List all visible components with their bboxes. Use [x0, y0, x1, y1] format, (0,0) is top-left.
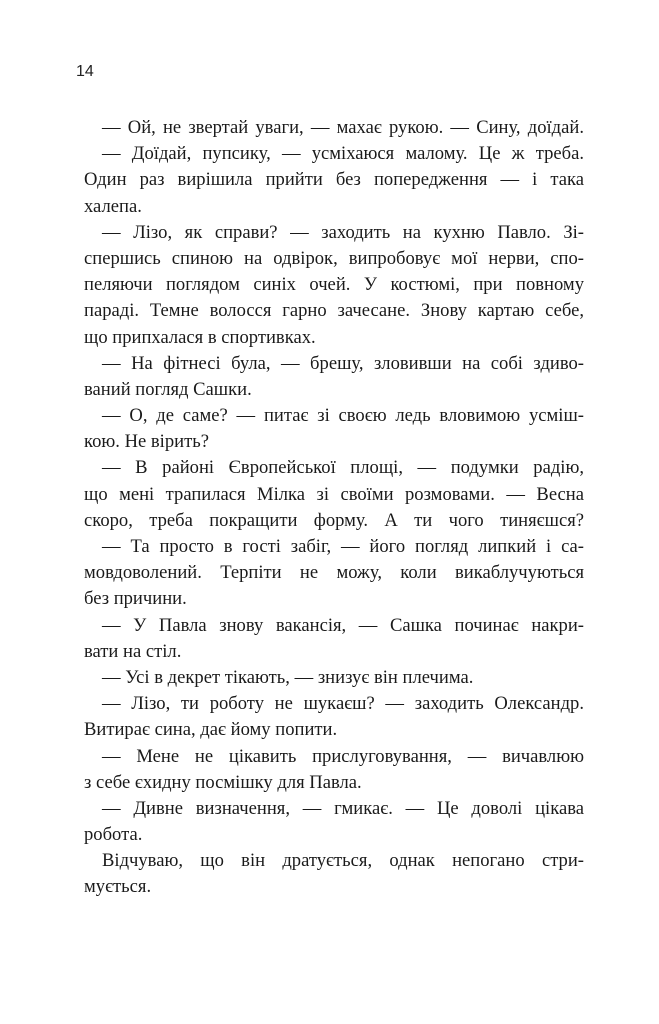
- text-line: — В районі Європейської площі, — подумки радію,: [102, 457, 584, 479]
- text-line: що мені трапилася Мілка зі своїми розмовами. — Весна: [84, 483, 584, 505]
- text-line: робота.: [84, 824, 143, 846]
- text-line: Витирає сина, дає йому попити.: [84, 719, 338, 741]
- text-line: — Лізо, ти роботу не шукаєш? — заходить Олександр.: [102, 693, 584, 715]
- text-line: Відчуваю, що він дратується, однак непогано стри-: [102, 850, 584, 872]
- text-line: вати на стіл.: [84, 640, 182, 662]
- text-line: — На фітнесі була, — брешу, зловивши на собі здиво-: [102, 352, 584, 374]
- text-line: спершись спиною на одвірок, випробовує мої нерви, спо-: [84, 247, 584, 269]
- text-line: без причини.: [84, 588, 187, 610]
- text-line: пеляючи поглядом синіх очей. У костюмі, при повному: [84, 274, 584, 296]
- text-line: — Доїдай, пупсику, — усміхаюся малому. Це ж треба.: [102, 143, 584, 165]
- text-line: — Усі в декрет тікають, — знизує він плечима.: [102, 666, 474, 688]
- text-line: — Та просто в гості забіг, — його погляд липкий і са-: [102, 536, 584, 557]
- text-line: — У Павла знову вакансія, — Сашка починає накри-: [102, 614, 584, 636]
- text-line: — Мене не цікавить прислуговування, — вичавлюю: [102, 745, 584, 767]
- text-line: Один раз вирішила прийти без попередження — і така: [84, 169, 584, 191]
- text-line: — Дивне визначення, — гмикає. — Це доволі цікава: [102, 797, 584, 819]
- text-line: скоро, треба покращити форму. А ти чого тиняєшся?: [84, 509, 584, 531]
- body-text: [84, 115, 584, 901]
- text-line: халепа.: [84, 195, 142, 217]
- text-line: — Лізо, як справи? — заходить на кухню Павло. Зі-: [102, 221, 584, 243]
- text-line: — О, де саме? — питає зі своєю ледь вловимою усміш-: [102, 405, 584, 427]
- text-line: що припхалася в спортивках.: [84, 326, 316, 348]
- text-line: мується.: [84, 876, 152, 898]
- text-line: кою. Не вірить?: [84, 431, 209, 453]
- text-line: ваний погляд Сашки.: [84, 378, 252, 400]
- text-line: мовдоволений. Терпіти не можу, коли викаблучуються: [84, 562, 584, 584]
- page-number: 14: [76, 63, 94, 80]
- text-line: параді. Темне волосся гарно зачесане. Знову картаю себе,: [84, 300, 584, 322]
- text-line: — Ой, не звертай уваги, — махає рукою. — Сину, доїдай.: [102, 117, 584, 138]
- text-line: з себе єхидну посмішку для Павла.: [84, 771, 362, 793]
